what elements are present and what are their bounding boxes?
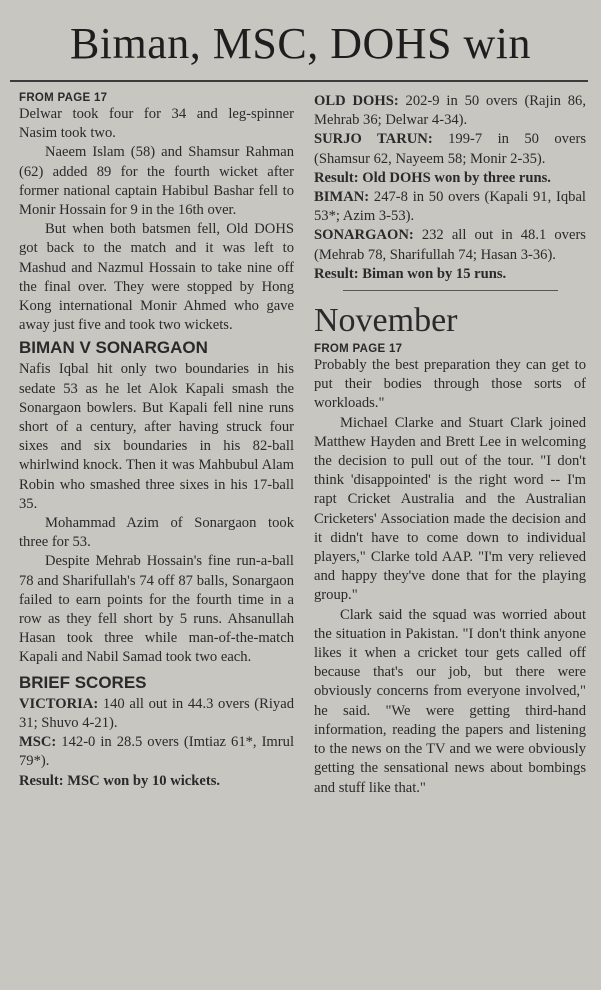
result-line (19, 772, 294, 791)
score-text: 199-7 in 50 overs (Shamsur 62, Nayeem 58; Monir 2-35). (314, 131, 586, 167)
result-text: Result: Old DOHS won by three runs. (314, 169, 551, 186)
team-name: MSC: (19, 734, 57, 751)
subheading: BRIEF SCORES (19, 672, 147, 692)
score-text: 247-8 in 50 overs (Kapali 91, Iqbal 53*; Azim 3-53). (314, 189, 586, 225)
paragraph: Delwar took four for 34 and leg-spinner Nasim took two. (19, 106, 294, 142)
headline: Biman, MSC, DOHS win (69, 19, 532, 68)
score-line (19, 695, 294, 733)
score-line (314, 188, 586, 226)
left-column (19, 92, 294, 791)
result-text: Result: MSC won by 10 wickets. (19, 772, 221, 789)
paragraph: Probably the best preparation they can get to put their bodies through those sorts of workloads." (314, 357, 586, 412)
right-column (314, 92, 586, 798)
team-name: SURJO TARUN: (314, 131, 433, 148)
team-name: BIMAN: (314, 189, 370, 206)
result-text: Result: Biman won by 15 runs. (314, 265, 507, 282)
score-text: 140 all out in 44.3 overs (Riyad 31; Shuvo 4-21). (19, 695, 294, 731)
score-line (314, 226, 586, 264)
paragraph: Mohammad Azim of Sonargaon took three for 53. (19, 515, 294, 551)
headline-rule (10, 80, 588, 82)
paragraph: But when both batsmen fell, Old DOHS got back to the match and it was left to Mashud and Nazmul Hossain to take nine off the final over. They were stopped by Hong Kong international Monir Ahmed who gave away just five and took two wickets. (19, 221, 294, 334)
paragraph: Clark said the squad was worried about the situation in Pakistan. "I don't think anyone likes it when a cricket tour gets called off because that's our job, but there were obviously concerns from everyone involved," he said. "We were getting third-hand information, reading the papers and listening to the news on the TV and we were obviously getting the sensational news about bombings and stuff like that." (314, 606, 586, 796)
result-line (314, 169, 586, 188)
subheading: BIMAN V SONARGAON (19, 338, 208, 358)
score-text: 142-0 in 28.5 overs (Imtiaz 61*, Imrul 79*). (19, 734, 294, 770)
section-title: November (314, 302, 458, 340)
continuation-kicker: FROM PAGE 17 (19, 92, 108, 104)
score-line (19, 733, 294, 771)
team-name: SONARGAON: (314, 227, 414, 244)
team-name: OLD DOHS: (314, 93, 399, 109)
paragraph: Despite Mehrab Hossain's fine run-a-ball 78 and Sharifullah's 74 off 87 balls, Sonargaon failed to earn points for the fourth time in a row as they fell short by 5 runs. Ahsanullah Hasan took three while man-of-the-match Kapali and Nabil Samad took two each. (19, 553, 294, 666)
continuation-kicker: FROM PAGE 17 (314, 343, 403, 356)
team-name: VICTORIA: (19, 695, 99, 712)
section-divider (343, 290, 558, 291)
score-text: 202-9 in 50 overs (Rajin 86, Mehrab 36; Delwar 4-34). (314, 93, 586, 129)
paragraph: Naeem Islam (58) and Shamsur Rahman (62) added 89 for the fourth wicket after former national captain Habibul Bashar fell to Monir Hossain for 9 in the 16th over. (19, 144, 294, 219)
result-line (314, 265, 586, 284)
score-line (314, 92, 586, 130)
score-line (314, 130, 586, 168)
paragraph: Michael Clarke and Stuart Clark joined Matthew Hayden and Brett Lee in welcoming the decision to pull out of the tour. "I don't think 'disappointed' is the right word -- I'm rapt Cricket Australia and the Australian Cricketers' Association made the decision and it didn't have to come down to individual players," Clarke told AAP. "I'm very relieved and happy they've done that for the playing group." (314, 414, 586, 604)
paragraph: Nafis Iqbal hit only two boundaries in his sedate 53 as he let Alok Kapali smash the Sonargaon bowlers. But Kapali fell nine runs short of a century, after having struck four sixes and six boundaries in his 82-ball whirlwind knock. Then it was Mahbubul Alam Robin who smashed three sixes in his 17-ball 35. (19, 361, 294, 512)
score-text: 232 all out in 48.1 overs (Mehrab 78, Sharifullah 74; Hasan 3-36). (314, 227, 586, 263)
